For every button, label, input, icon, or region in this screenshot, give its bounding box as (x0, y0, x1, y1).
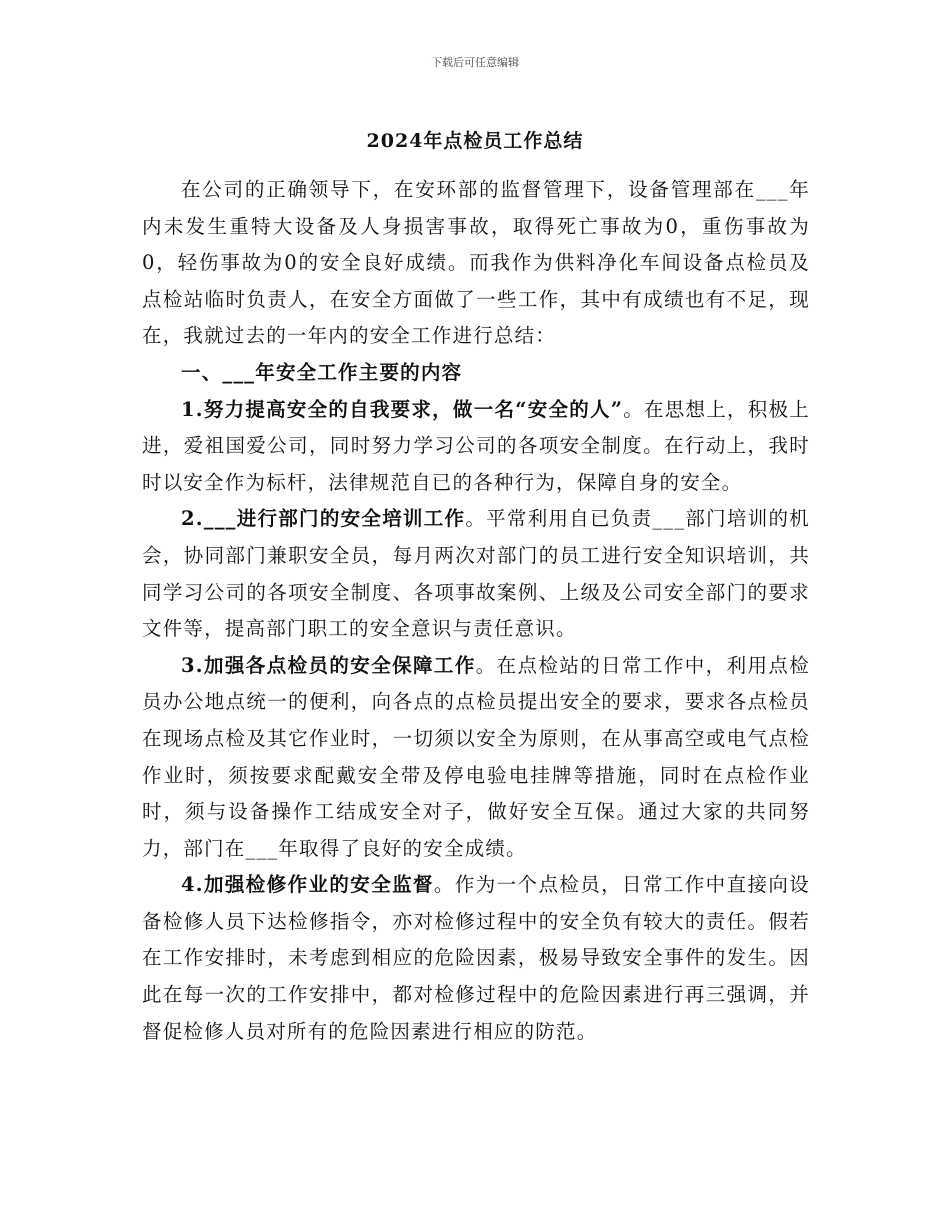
item-lead-2: 2.___进行部门的安全培训工作 (181, 507, 466, 531)
document-body (142, 172, 810, 1050)
item-paragraph-4 (142, 867, 810, 1050)
item-text-1: 。在思想上，积极上进，爱祖国爱公司，同时努力学习公司的各项安全制度。在行动上，我时时以安全作为标杆，法律规范自已的各种行为，保障自身的安全。 (142, 397, 810, 494)
item-text-4: 。作为一个点检员，日常工作中直接向设备检修人员下达检修指令，亦对检修过程中的安全负有较大的责任。假若在工作安排时，未考虑到相应的危险因素，极易导致安全事件的发生。因此在每一次的工作安排中，都对检修过程中的危险因素进行再三强调，并督促检修人员对所有的危险因素进行相应的防范。 (142, 873, 810, 1043)
section-heading: 一、___年安全工作主要的内容 (181, 360, 463, 384)
page-header: 下载后可任意编辑 (431, 56, 519, 69)
item-lead-1: 1.努力提高安全的自我要求，做一名“安全的人” (181, 397, 624, 421)
item-paragraph-3 (142, 648, 810, 868)
intro-paragraph: 在公司的正确领导下，在安环部的监督管理下，设备管理部在___年内未发生重特大设备及人身损害事故，取得死亡事故为0，重伤事故为0，轻伤事故为0的安全良好成绩。而我作为供料净化车间设备点检员及点检站临时负责人，在安全方面做了一些工作，其中有成绩也有不足，现在，我就过去的一年内的安全工作进行总结： (142, 178, 810, 348)
document-title: 2024年点检员工作总结 (366, 130, 584, 152)
item-paragraph-2 (142, 501, 810, 647)
item-text-2: 。平常利用自已负责___部门培训的机会，协同部门兼职安全员，每月两次对部门的员工进行安全知识培训，共同学习公司的各项安全制度、各项事故案例、上级及公司安全部门的要求文件等，提高部门职工的安全意识与责任意识。 (142, 507, 810, 641)
item-lead-3: 3.加强各点检员的安全保障工作 (181, 653, 476, 677)
item-text-3: 。在点检站的日常工作中，利用点检员办公地点统一的便利，向各点的点检员提出安全的要求，要求各点检员在现场点检及其它作业时，一切须以安全为原则，在从事高空或电气点检作业时，须按要求配戴安全带及停电验电挂牌等措施，同时在点检作业时，须与设备操作工结成安全对子，做好安全互保。通过大家的共同努力，部门在___年取得了良好的安全成绩。 (142, 653, 811, 860)
item-paragraph-1 (142, 392, 810, 502)
item-lead-4: 4.加强检修作业的安全监督 (181, 873, 434, 897)
